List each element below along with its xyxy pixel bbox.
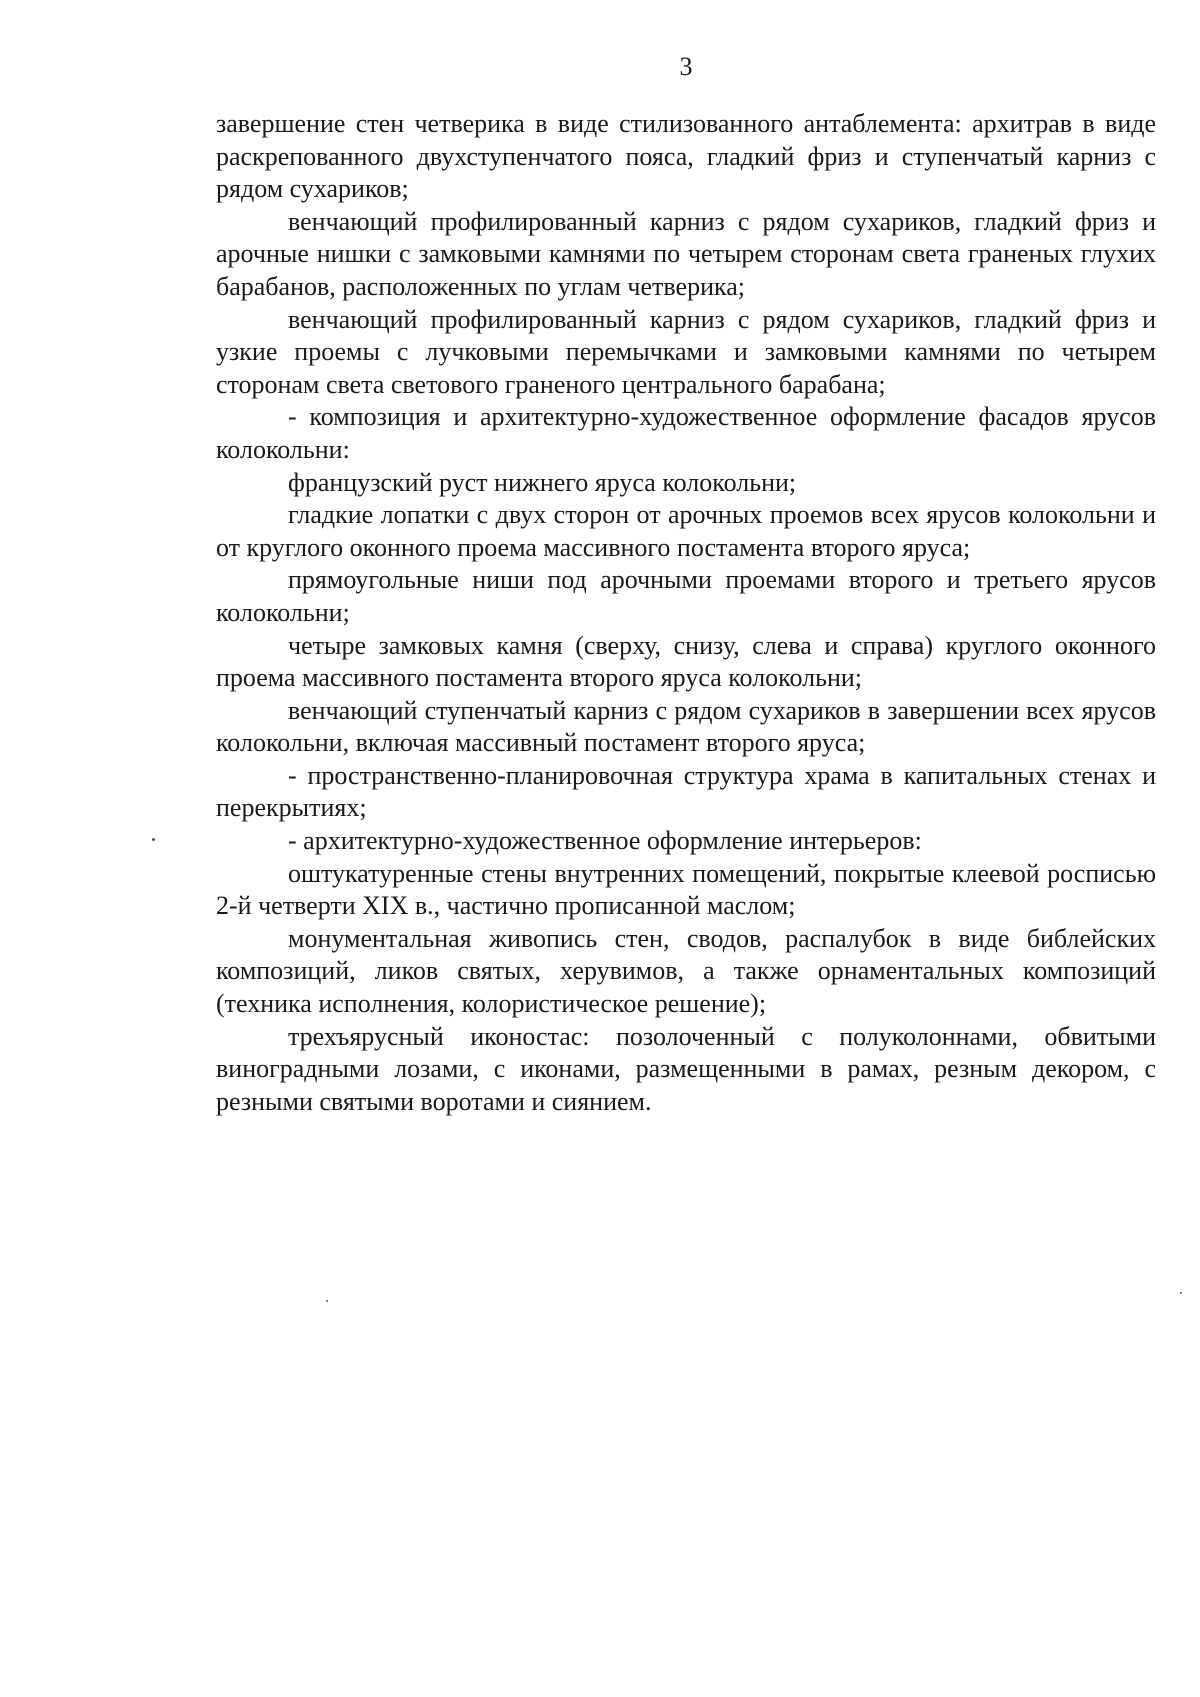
paragraph-niches: прямоугольные ниши под арочными проемами второго и третьего ярусов колокольни; — [216, 565, 1156, 627]
paragraph-iconostasis: трехъярусный иконостас: позолоченный с полуколоннами, обвитыми виноградными лозами, с иконами, размещенными в рамах, резным декором, с резными святыми воротами и сиянием. — [216, 1021, 1156, 1116]
paragraph-interiors-heading: - архитектурно-художественное оформление интерьеров: — [288, 826, 922, 856]
paragraph-corner-drums: венчающий профилированный карниз с рядом сухариков, гладкий фриз и арочные нишки с замковыми камнями по четырем сторонам света граненых глухих барабанов, расположенных по углам четверика; — [216, 206, 1156, 301]
paragraph-entablature: завершение стен четверика в виде стилизованного антаблемента: архитрав в виде раскрепованного двухступенчатого пояса, гладкий фриз и ступенчатый карниз с рядом сухариков; — [216, 109, 1156, 204]
paragraph-belfry-facades-heading: - композиция и архитектурно-художественное оформление фасадов ярусов колокольни: — [216, 402, 1156, 464]
scan-speck — [326, 1300, 328, 1302]
paragraph-plastered-walls: оштукатуренные стены внутренних помещений, покрытые клеевой росписью 2-й четверти XIX в., частично прописанной маслом; — [216, 858, 1156, 921]
paragraph-spatial-structure: - пространственно-планировочная структура храма в капитальных стенах и перекрытиях; — [216, 760, 1156, 823]
paragraph-pilasters: гладкие лопатки с двух сторон от арочных проемов всех ярусов колокольни и от круглого оконного проема массивного постамента второго яруса; — [216, 500, 1156, 562]
paragraph-stepped-cornice: венчающий ступенчатый карниз с рядом сухариков в завершении всех ярусов колокольни, включая массивный постамент второго яруса; — [216, 695, 1156, 758]
paragraph-monumental-painting: монументальная живопись стен, сводов, распалубок в виде библейских композиций, ликов святых, херувимов, а также орнаментальных композиций (техника исполнения, колористическое решение); — [216, 923, 1156, 1019]
scan-speck — [1180, 1292, 1182, 1294]
paragraph-keystones: четыре замковых камня (сверху, снизу, слева и справа) круглого оконного проема массивного постамента второго яруса колокольни; — [216, 630, 1156, 693]
page-number: 3 — [679, 52, 693, 81]
paragraph-french-rustication: французский руст нижнего яруса колокольни; — [288, 467, 797, 497]
paragraph-central-drum: венчающий профилированный карниз с рядом сухариков, гладкий фриз и узкие проемы с лучковыми перемычками и замковыми камнями по четырем сторонам света светового граненого центрального барабана; — [216, 304, 1156, 399]
document-body — [216, 108, 1156, 1118]
scan-speck — [152, 838, 155, 841]
